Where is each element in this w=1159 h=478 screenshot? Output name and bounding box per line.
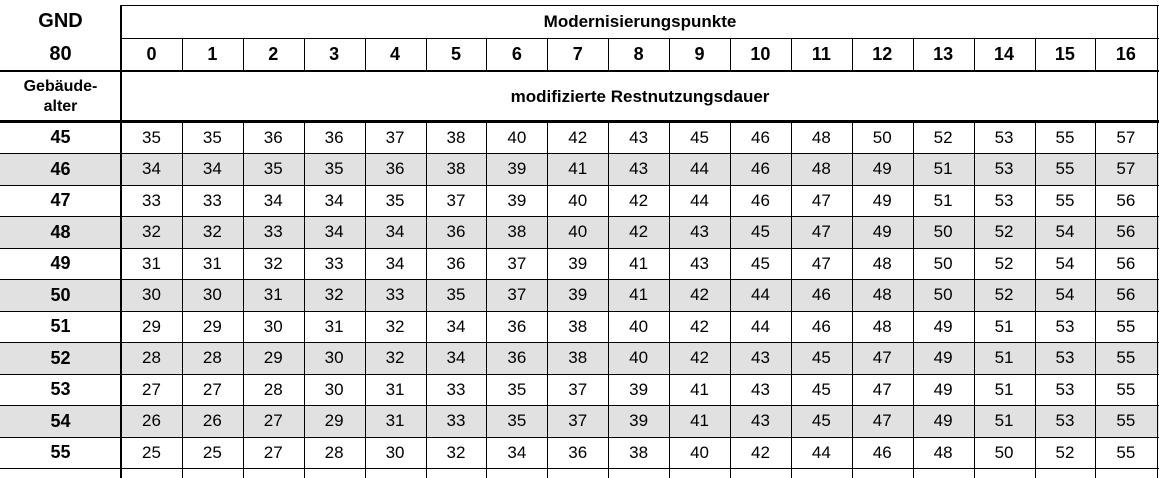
value-cell: 55 xyxy=(1116,348,1136,368)
value-cell: 43 xyxy=(629,127,649,147)
value-cell: 37 xyxy=(507,253,527,273)
value-cell: 53 xyxy=(1055,316,1075,336)
value-cell: 32 xyxy=(324,285,344,305)
value-cell: 51 xyxy=(933,159,953,179)
value-cell: 41 xyxy=(568,159,588,179)
grid-line xyxy=(0,311,1159,312)
grid-line xyxy=(791,122,792,478)
value-cell: 39 xyxy=(568,285,588,305)
value-cell: 36 xyxy=(324,127,344,147)
age-cell: 54 xyxy=(50,410,71,431)
point-header-cell: 11 xyxy=(811,44,831,64)
value-cell: 37 xyxy=(568,379,588,399)
value-cell: 32 xyxy=(385,316,405,336)
value-cell: 48 xyxy=(872,316,892,336)
value-cell: 53 xyxy=(1055,379,1075,399)
value-cell: 54 xyxy=(1055,253,1075,273)
value-cell: 44 xyxy=(750,285,770,305)
grid-line xyxy=(608,122,609,478)
value-cell: 41 xyxy=(690,411,709,431)
value-cell: 50 xyxy=(994,442,1014,462)
value-cell: 34 xyxy=(263,190,283,210)
value-cell: 52 xyxy=(1055,442,1075,462)
value-cell: 46 xyxy=(872,442,892,462)
value-cell: 34 xyxy=(446,316,466,336)
value-cell: 52 xyxy=(994,222,1014,242)
value-cell: 52 xyxy=(994,253,1014,273)
value-cell: 33 xyxy=(202,190,222,210)
value-cell: 31 xyxy=(263,285,283,305)
value-cell: 57 xyxy=(1116,127,1136,147)
grid-line xyxy=(0,70,1159,72)
value-cell: 49 xyxy=(933,379,953,399)
grid-line xyxy=(974,38,975,71)
grid-line xyxy=(365,122,366,478)
grid-line xyxy=(426,38,427,71)
age-cell: 55 xyxy=(50,442,71,463)
value-cell: 50 xyxy=(933,285,953,305)
value-cell: 42 xyxy=(690,285,709,305)
grid-line xyxy=(730,38,731,71)
point-header-cell: 7 xyxy=(572,44,583,64)
age-cell: 49 xyxy=(50,253,71,274)
value-cell: 30 xyxy=(385,442,405,462)
gnd-value: 80 xyxy=(49,43,72,65)
value-cell: 25 xyxy=(202,442,222,462)
value-cell: 49 xyxy=(872,190,892,210)
grid-line xyxy=(304,38,305,71)
point-header-cell: 12 xyxy=(872,44,893,64)
age-cell: 48 xyxy=(50,221,71,242)
point-header-cell: 14 xyxy=(994,44,1015,64)
value-cell: 56 xyxy=(1116,190,1136,210)
grid-line xyxy=(0,120,1159,123)
value-cell: 49 xyxy=(872,222,892,242)
value-cell: 50 xyxy=(933,253,953,273)
grid-line xyxy=(0,185,1159,186)
grid-line xyxy=(547,38,548,71)
value-cell: 35 xyxy=(263,159,283,179)
value-cell: 55 xyxy=(1055,190,1075,210)
value-cell: 40 xyxy=(568,190,588,210)
value-cell: 32 xyxy=(385,348,405,368)
value-cell: 33 xyxy=(446,411,466,431)
age-cell: 50 xyxy=(50,284,71,305)
value-cell: 34 xyxy=(446,348,466,368)
value-cell: 28 xyxy=(324,442,344,462)
value-cell: 36 xyxy=(446,222,466,242)
age-cell: 53 xyxy=(50,379,71,400)
point-header-cell: 15 xyxy=(1054,44,1075,64)
value-cell: 34 xyxy=(141,159,161,179)
value-cell: 35 xyxy=(507,411,527,431)
value-cell: 31 xyxy=(324,316,344,336)
value-cell: 36 xyxy=(446,253,466,273)
value-cell: 47 xyxy=(872,348,892,368)
value-cell: 51 xyxy=(933,190,953,210)
grid-line xyxy=(1157,5,1158,478)
point-header-cell: 0 xyxy=(146,44,157,64)
value-cell: 40 xyxy=(690,442,709,462)
value-cell: 52 xyxy=(994,285,1014,305)
value-cell: 37 xyxy=(507,285,527,305)
points-header: Modernisierungspunkte xyxy=(543,11,737,31)
value-cell: 27 xyxy=(263,411,283,431)
value-cell: 51 xyxy=(994,379,1014,399)
value-cell: 44 xyxy=(811,442,831,462)
value-cell: 29 xyxy=(324,411,344,431)
value-cell: 43 xyxy=(750,411,770,431)
grid-line xyxy=(1095,122,1096,478)
point-header-cell: 13 xyxy=(933,44,954,64)
point-header-cell: 9 xyxy=(694,44,705,64)
value-cell: 50 xyxy=(933,222,953,242)
grid-line xyxy=(608,38,609,71)
value-cell: 26 xyxy=(202,411,222,431)
value-cell: 34 xyxy=(385,222,405,242)
grid-line xyxy=(121,5,1159,6)
grid-line xyxy=(1035,122,1036,478)
value-cell: 43 xyxy=(750,348,770,368)
value-cell: 34 xyxy=(385,253,405,273)
value-cell: 43 xyxy=(690,253,709,273)
gnd-label: GND xyxy=(38,9,83,32)
grid-line xyxy=(669,38,670,71)
value-cell: 45 xyxy=(750,253,770,273)
value-cell: 31 xyxy=(141,253,161,273)
age-cell: 47 xyxy=(50,190,71,211)
value-cell: 35 xyxy=(202,127,222,147)
value-cell: 39 xyxy=(568,253,588,273)
value-cell: 47 xyxy=(872,379,892,399)
value-cell: 42 xyxy=(750,442,770,462)
value-cell: 32 xyxy=(263,253,283,273)
value-cell: 30 xyxy=(324,379,344,399)
value-cell: 56 xyxy=(1116,285,1136,305)
grid-line xyxy=(0,468,1159,469)
value-cell: 31 xyxy=(202,253,222,273)
value-cell: 45 xyxy=(811,379,831,399)
value-cell: 54 xyxy=(1055,222,1075,242)
value-cell: 39 xyxy=(629,411,649,431)
value-cell: 35 xyxy=(141,127,161,147)
value-cell: 42 xyxy=(690,348,709,368)
value-cell: 46 xyxy=(811,316,831,336)
value-cell: 55 xyxy=(1116,316,1136,336)
value-cell: 37 xyxy=(446,190,466,210)
point-header-cell: 8 xyxy=(633,44,644,64)
value-cell: 45 xyxy=(690,127,709,147)
value-cell: 35 xyxy=(324,159,344,179)
value-cell: 55 xyxy=(1116,442,1136,462)
value-cell: 54 xyxy=(1055,285,1075,305)
grid-line xyxy=(547,122,548,478)
value-cell: 38 xyxy=(629,442,649,462)
value-cell: 29 xyxy=(202,316,222,336)
value-cell: 51 xyxy=(994,316,1014,336)
value-cell: 29 xyxy=(263,348,283,368)
value-cell: 43 xyxy=(750,379,770,399)
value-cell: 42 xyxy=(629,190,649,210)
value-cell: 27 xyxy=(141,379,161,399)
value-cell: 36 xyxy=(507,348,527,368)
value-cell: 28 xyxy=(263,379,283,399)
value-cell: 48 xyxy=(811,159,831,179)
grid-line xyxy=(182,38,183,71)
age-column-header: Gebäude- alter xyxy=(23,77,98,115)
value-cell: 38 xyxy=(507,222,527,242)
value-cell: 42 xyxy=(690,316,709,336)
value-cell: 37 xyxy=(385,127,405,147)
value-cell: 42 xyxy=(629,222,649,242)
value-cell: 28 xyxy=(202,348,222,368)
value-cell: 56 xyxy=(1116,222,1136,242)
value-cell: 28 xyxy=(141,348,161,368)
value-cell: 43 xyxy=(629,159,649,179)
value-cell: 53 xyxy=(1055,348,1075,368)
point-header-cell: 1 xyxy=(207,44,218,64)
grid-line xyxy=(304,122,305,478)
point-header-cell: 2 xyxy=(268,44,279,64)
value-cell: 41 xyxy=(690,379,709,399)
value-cell: 49 xyxy=(933,348,953,368)
point-header-cell: 3 xyxy=(329,44,340,64)
value-cell: 43 xyxy=(690,222,709,242)
grid-line xyxy=(243,122,244,478)
value-header: modifizierte Restnutzungsdauer xyxy=(510,86,770,106)
value-cell: 40 xyxy=(629,348,649,368)
point-header-cell: 16 xyxy=(1115,44,1136,64)
grid-line xyxy=(0,437,1159,438)
value-cell: 38 xyxy=(568,348,588,368)
value-cell: 32 xyxy=(141,222,161,242)
grid-line xyxy=(0,374,1159,375)
point-header-cell: 5 xyxy=(450,44,461,64)
point-header-cell: 10 xyxy=(750,44,771,64)
grid-line xyxy=(913,122,914,478)
value-cell: 32 xyxy=(446,442,466,462)
grid-line xyxy=(0,248,1159,249)
grid-line xyxy=(974,122,975,478)
value-cell: 33 xyxy=(385,285,405,305)
value-cell: 30 xyxy=(324,348,344,368)
value-cell: 46 xyxy=(750,159,770,179)
value-cell: 41 xyxy=(629,253,649,273)
grid-line xyxy=(243,38,244,71)
value-cell: 33 xyxy=(446,379,466,399)
value-cell: 35 xyxy=(446,285,466,305)
value-cell: 39 xyxy=(629,379,649,399)
value-cell: 36 xyxy=(568,442,588,462)
grid-line xyxy=(426,122,427,478)
grid-line xyxy=(486,38,487,71)
grid-line xyxy=(0,216,1159,217)
value-cell: 48 xyxy=(872,253,892,273)
age-cell: 45 xyxy=(50,127,71,148)
value-cell: 47 xyxy=(811,222,831,242)
value-cell: 33 xyxy=(324,253,344,273)
grid-line xyxy=(1035,38,1036,71)
value-cell: 30 xyxy=(141,285,161,305)
value-cell: 53 xyxy=(994,159,1014,179)
value-cell: 33 xyxy=(141,190,161,210)
value-cell: 34 xyxy=(324,190,344,210)
value-cell: 27 xyxy=(263,442,283,462)
value-cell: 45 xyxy=(811,348,831,368)
value-cell: 27 xyxy=(202,379,222,399)
value-cell: 40 xyxy=(507,127,527,147)
value-cell: 52 xyxy=(933,127,953,147)
value-cell: 55 xyxy=(1055,127,1075,147)
value-cell: 34 xyxy=(324,222,344,242)
grid-line xyxy=(852,38,853,71)
age-cell: 46 xyxy=(50,158,71,179)
point-header-cell: 6 xyxy=(511,44,522,64)
value-cell: 50 xyxy=(872,127,892,147)
value-cell: 46 xyxy=(811,285,831,305)
value-cell: 38 xyxy=(446,127,466,147)
value-cell: 47 xyxy=(811,253,831,273)
value-cell: 46 xyxy=(750,127,770,147)
value-cell: 34 xyxy=(507,442,527,462)
value-cell: 53 xyxy=(1055,411,1075,431)
grid-line xyxy=(730,122,731,478)
value-cell: 49 xyxy=(872,159,892,179)
value-cell: 48 xyxy=(933,442,953,462)
value-cell: 47 xyxy=(811,190,831,210)
grid-line xyxy=(791,38,792,71)
value-cell: 40 xyxy=(629,316,649,336)
value-cell: 55 xyxy=(1055,159,1075,179)
grid-line xyxy=(0,405,1159,406)
value-cell: 45 xyxy=(811,411,831,431)
value-cell: 53 xyxy=(994,190,1014,210)
grid-line xyxy=(0,342,1159,343)
value-cell: 49 xyxy=(933,316,953,336)
value-cell: 38 xyxy=(568,316,588,336)
value-cell: 25 xyxy=(141,442,161,462)
value-cell: 36 xyxy=(263,127,283,147)
value-cell: 39 xyxy=(507,190,527,210)
value-cell: 35 xyxy=(385,190,405,210)
value-cell: 29 xyxy=(141,316,161,336)
value-cell: 36 xyxy=(385,159,405,179)
value-cell: 34 xyxy=(202,159,222,179)
value-cell: 46 xyxy=(750,190,770,210)
value-cell: 30 xyxy=(202,285,222,305)
value-cell: 49 xyxy=(933,411,953,431)
value-cell: 45 xyxy=(750,222,770,242)
grid-line xyxy=(1095,38,1096,71)
value-cell: 55 xyxy=(1116,379,1136,399)
value-cell: 31 xyxy=(385,411,405,431)
value-cell: 33 xyxy=(263,222,283,242)
grid-line xyxy=(0,153,1159,154)
value-cell: 32 xyxy=(202,222,222,242)
value-cell: 48 xyxy=(872,285,892,305)
grid-line xyxy=(365,38,366,71)
value-cell: 26 xyxy=(141,411,161,431)
value-cell: 57 xyxy=(1116,159,1136,179)
value-cell: 53 xyxy=(994,127,1014,147)
value-cell: 37 xyxy=(568,411,588,431)
grid-line xyxy=(852,122,853,478)
value-cell: 36 xyxy=(507,316,527,336)
value-cell: 30 xyxy=(263,316,283,336)
value-cell: 55 xyxy=(1116,411,1136,431)
value-cell: 41 xyxy=(629,285,649,305)
value-cell: 31 xyxy=(385,379,405,399)
value-cell: 48 xyxy=(811,127,831,147)
grid-line xyxy=(182,122,183,478)
grid-line xyxy=(120,5,122,478)
grid-line xyxy=(486,122,487,478)
age-cell: 52 xyxy=(50,347,71,368)
grid-line xyxy=(0,279,1159,280)
value-cell: 42 xyxy=(568,127,588,147)
value-cell: 47 xyxy=(872,411,892,431)
value-cell: 40 xyxy=(568,222,588,242)
point-header-cell: 4 xyxy=(390,44,401,64)
value-cell: 38 xyxy=(446,159,466,179)
value-cell: 51 xyxy=(994,348,1014,368)
value-cell: 56 xyxy=(1116,253,1136,273)
grid-line xyxy=(121,38,1159,39)
value-cell: 51 xyxy=(994,411,1014,431)
value-cell: 44 xyxy=(750,316,770,336)
value-cell: 44 xyxy=(690,159,709,179)
value-cell: 39 xyxy=(507,159,527,179)
age-cell: 51 xyxy=(50,316,71,337)
grid-line xyxy=(669,122,670,478)
value-cell: 35 xyxy=(507,379,527,399)
value-cell: 44 xyxy=(690,190,709,210)
grid-line xyxy=(913,38,914,71)
